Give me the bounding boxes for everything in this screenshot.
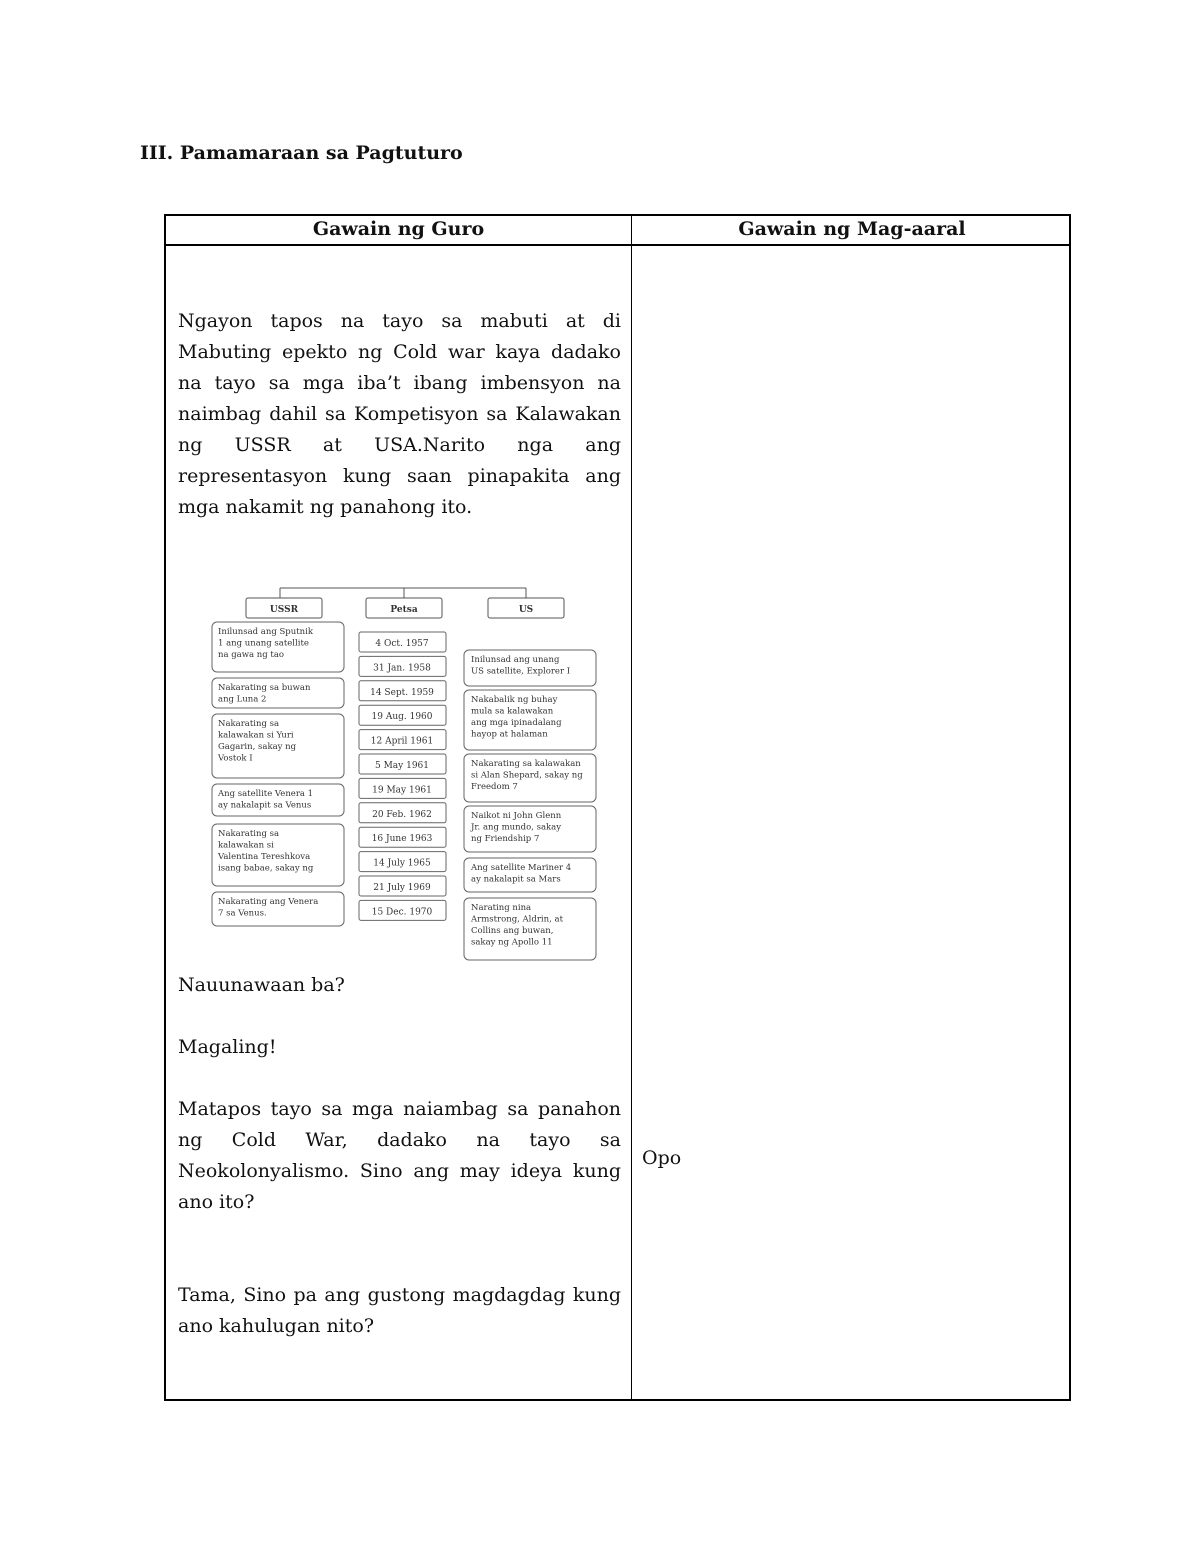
ussr-event-text: ay nakalapit sa Venus (218, 800, 312, 811)
us-event-text: Collins ang buwan, (471, 926, 554, 936)
teacher-praise: Magaling! (178, 1036, 277, 1058)
teacher-question-understand: Nauunawaan ba? (178, 974, 345, 996)
us-event-text: ang mga ipinadalang (471, 718, 562, 728)
us-event-text: ay nakalapit sa Mars (471, 874, 561, 885)
ussr-event-text: na gawa ng tao (218, 650, 285, 660)
timeline-date: 19 May 1961 (372, 785, 432, 796)
ussr-event-text: ang Luna 2 (218, 694, 267, 705)
ussr-event-text: isang babae, sakay ng (218, 863, 314, 874)
space-race-timeline-diagram (208, 574, 598, 966)
ussr-event-text: Nakarating ang Venera (218, 897, 319, 907)
ussr-event-text: kalawakan si (218, 840, 274, 851)
timeline-date: 20 Feb. 1962 (372, 809, 432, 820)
section-title: III. Pamamaraan sa Pagtuturo (140, 142, 463, 164)
timeline-date: 19 Aug. 1960 (371, 712, 433, 723)
ussr-event-text: Vostok I (218, 753, 253, 764)
timeline-date: 14 Sept. 1959 (370, 687, 434, 698)
timeline-date: 14 July 1965 (373, 858, 431, 869)
us-event-text: mula sa kalawakan (471, 706, 554, 717)
ussr-event-text: Nakarating sa (218, 829, 280, 839)
us-event-text: sakay ng Apollo 11 (471, 937, 553, 948)
us-event-text: Narating nina (471, 903, 532, 913)
diagram-header-ussr: USSR (269, 605, 299, 615)
us-event-text: Nakarating sa kalawakan (471, 759, 581, 769)
us-event-text: si Alan Shepard, sakay ng (471, 770, 583, 781)
timeline-date: 5 May 1961 (374, 761, 430, 771)
table-header-row (166, 216, 1069, 246)
ussr-event-text: Gagarin, sakay ng (218, 742, 297, 752)
us-event-text: Naikot ni John Glenn (471, 811, 562, 821)
us-event-text: Inilunsad ang unang (471, 655, 560, 665)
lesson-table (164, 214, 1071, 1401)
ussr-event-text: kalawakan si Yuri (218, 730, 294, 741)
header-teacher-activity: Gawain ng Guro (312, 218, 485, 240)
teacher-intro-paragraph: Ngayon tapos na tayo sa mabuti at di Mabuting epekto ng Cold war kaya dadako na tayo sa mga iba’t ibang imbensyon na naimbag dahil sa Kompetisyon sa Kalawakan ng USSR at USA.Narito nga ang representasyon kung saan pinapakita ang mga nakamit ng panahong ito. (178, 310, 621, 518)
ussr-event-text: Ang satellite Venera 1 (218, 789, 314, 799)
timeline-date: 4 Oct. 1957 (375, 639, 429, 649)
timeline-date: 16 June 1963 (371, 834, 433, 845)
us-event-text: US satellite, Explorer I (471, 666, 571, 677)
ussr-event-text: 1 ang unang satellite (218, 638, 309, 649)
timeline-date: 21 July 1969 (373, 883, 431, 893)
student-answer: Opo (642, 1147, 682, 1169)
timeline-date: 31 Jan. 1958 (373, 663, 431, 674)
us-event-text: Freedom 7 (471, 782, 518, 792)
ussr-event-text: Nakarating sa (218, 719, 280, 729)
us-event-text: Jr. ang mundo, sakay (471, 822, 562, 833)
us-event-text: hayop at halaman (471, 729, 548, 740)
ussr-event-text: 7 sa Venus. (218, 908, 267, 919)
us-event-text: Ang satellite Mariner 4 (471, 863, 572, 873)
teacher-transition-paragraph: Matapos tayo sa mga naiambag sa panahon ng Cold War, dadako na tayo sa Neokolonyalismo. Sino ang may ideya kung ano ito? (178, 1098, 621, 1213)
timeline-date: 15 Dec. 1970 (371, 907, 433, 918)
header-student-activity: Gawain ng Mag-aaral (738, 218, 966, 240)
us-event-text: Armstrong, Aldrin, at (471, 914, 563, 925)
timeline-date: 12 April 1961 (370, 736, 434, 747)
ussr-event-text: Nakarating sa buwan (218, 683, 311, 693)
column-divider (631, 216, 632, 1399)
diagram-header-petsa: Petsa (390, 605, 418, 615)
teacher-followup-paragraph: Tama, Sino pa ang gustong magdagdag kung ano kahulugan nito? (178, 1284, 621, 1337)
us-event-text: ng Friendship 7 (471, 834, 540, 844)
diagram-header-us: US (518, 605, 534, 615)
ussr-event-text: Inilunsad ang Sputnik (218, 627, 313, 637)
ussr-event-text: Valentina Tereshkova (218, 852, 311, 862)
us-event-text: Nakabalik ng buhay (471, 695, 558, 705)
